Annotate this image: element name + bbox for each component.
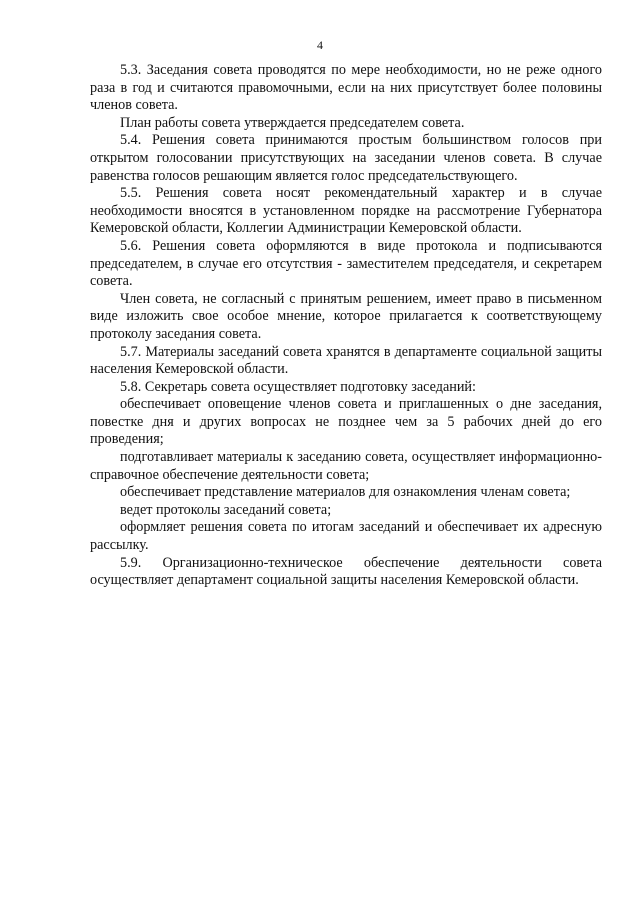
secretary-duty-minutes: ведет протоколы заседаний совета; xyxy=(120,501,332,518)
secretary-duty-materials: подготавливает материалы к заседанию совета, осуществляет информационно-справочное обеспечение деятельности совета; xyxy=(90,449,602,483)
paragraph-5-7: 5.7. Материалы заседаний совета хранятся в департаменте социальной защиты населения Кемеровской области. xyxy=(90,343,602,378)
secretary-duty-presentation: обеспечивает представление материалов для ознакомления членам совета; xyxy=(120,484,571,501)
paragraph-5-8: 5.8. Секретарь совета осуществляет подготовку заседаний: xyxy=(120,378,476,395)
paragraph-5-9: 5.9. Организационно-техническое обеспечение деятельности совета осуществляет департамент социальной защиты населения Кемеровской области. xyxy=(90,554,602,589)
paragraph-dissenting-opinion: Член совета, не согласный с принятым решением, имеет право в письменном виде изложить свое особое мнение, которое прилагается к соответствующему протоколу заседания совета. xyxy=(90,290,602,342)
secretary-duty-notification: обеспечивает оповещение членов совета и приглашенных о дне заседания, повестке дня и других вопросах не позднее чем за 5 рабочих дней до его проведения; xyxy=(90,396,602,448)
paragraph-5-4: 5.4. Решения совета принимаются простым большинством голосов при открытом голосовании присутствующих на заседании членов совета. В случае равенства голосов решающим является голос председательствующего. xyxy=(90,132,602,184)
paragraph-5-6: 5.6. Решения совета оформляются в виде протокола и подписываются председателем, в случае его отсутствия - заместителем председателя, и секретарем совета. xyxy=(90,237,602,290)
paragraph-work-plan: План работы совета утверждается председателем совета. xyxy=(120,114,465,131)
document-body xyxy=(90,62,602,590)
paragraph-5-5: 5.5. Решения совета носят рекомендательный характер и в случае необходимости вносятся в установленном порядке на рассмотрение Губернатора Кемеровской области, Коллегии Администрации Кемеровской области. xyxy=(90,185,602,237)
paragraph-5-3: 5.3. Заседания совета проводятся по мере необходимости, но не реже одного раза в год и считаются правомочными, если на них присутствует более половины членов совета. xyxy=(90,62,602,114)
page-number: 4 xyxy=(317,38,323,52)
secretary-duty-decisions: оформляет решения совета по итогам заседаний и обеспечивает их адресную рассылку. xyxy=(90,519,602,554)
